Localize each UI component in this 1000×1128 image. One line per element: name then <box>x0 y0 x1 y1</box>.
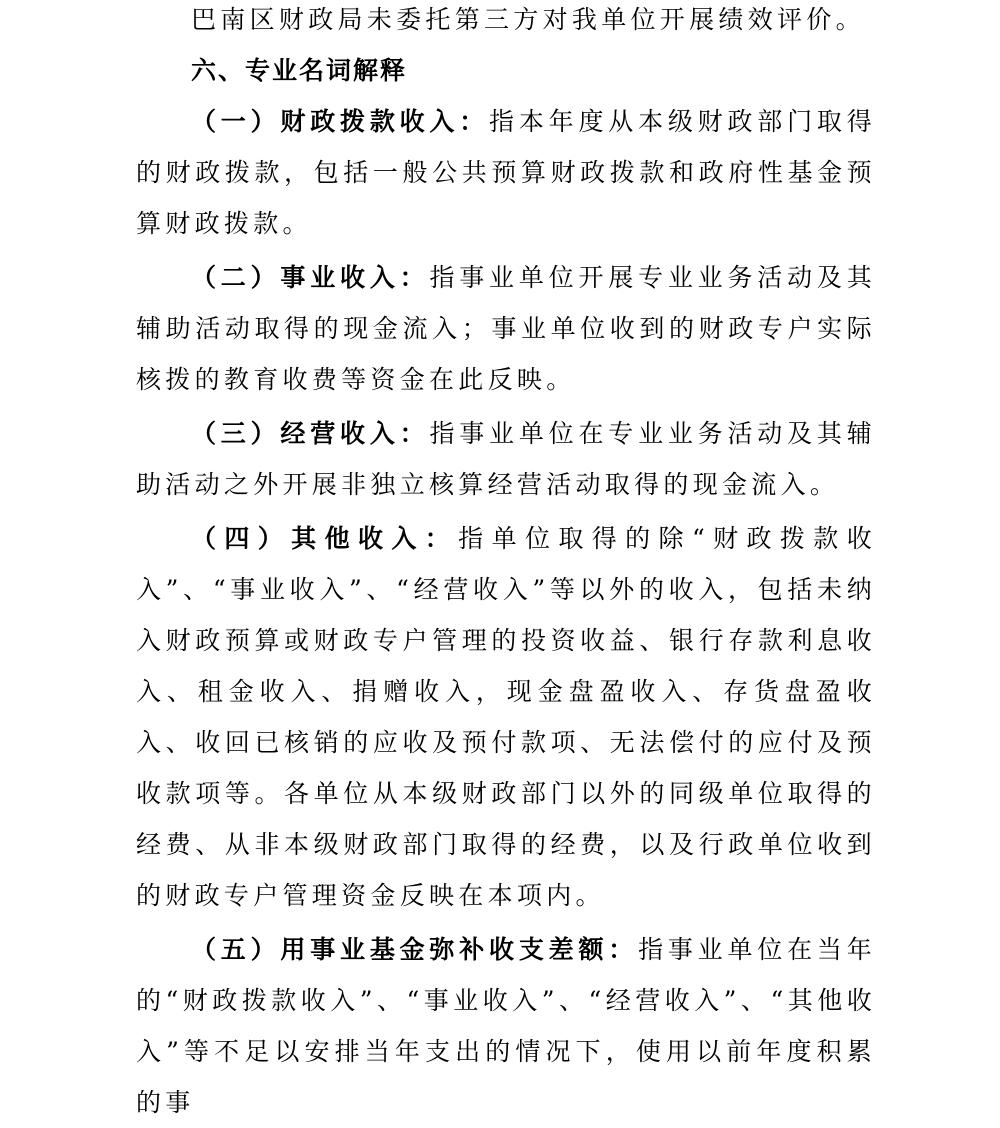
paragraph-other-income <box>136 513 876 921</box>
term-operating-income: （三）经营收入： <box>191 419 430 448</box>
section-heading: 六、专业名词解释 <box>191 56 408 85</box>
term-fund-offset: （五）用事业基金弥补收支差额： <box>191 935 639 964</box>
paragraph-business-income <box>136 252 876 405</box>
definition-fund-offset: 指事业单位在当年的“财政拨款收入”、“事业收入”、“经营收入”、“其他收入”等不足以安排当年支出的情况下，使用以前年度积累的事 <box>136 935 876 1117</box>
term-other-income: （四）其他收入： <box>191 524 459 553</box>
definition-other-income: 指单位取得的除“财政拨款收入”、“事业收入”、“经营收入”等以外的收入，包括未纳入财政预算或财政专户管理的投资收益、银行存款利息收入、租金收入、捐赠收入，现金盘盈收入、存货盘盈收入、收回已核销的应收及预付款项、无法偿付的应付及预收款项等。各单位从本级财政部门以外的同级单位取得的经费、从非本级财政部门取得的经费，以及行政单位收到的财政专户管理资金反映在本项内。 <box>136 524 876 910</box>
document-page <box>136 0 876 1128</box>
paragraph-fund-offset <box>136 924 876 1128</box>
term-business-income: （二）事业收入： <box>191 263 430 292</box>
term-fiscal-appropriation: （一）财政拨款收入： <box>191 107 490 136</box>
definition-fiscal-appropriation: 指本年度从本级财政部门取得的财政拨款，包括一般公共预算财政拨款和政府性基金预算财政拨款。 <box>136 107 876 238</box>
definition-operating-income: 指事业单位在专业业务活动及其辅助活动之外开展非独立核算经营活动取得的现金流入。 <box>136 419 876 499</box>
definition-business-income: 指事业单位开展专业业务活动及其辅助活动取得的现金流入；事业单位收到的财政专户实际核拨的教育收费等资金在此反映。 <box>136 263 876 394</box>
paragraph-evaluation-note: 巴南区财政局未委托第三方对我单位开展绩效评价。 <box>191 5 865 34</box>
paragraph-fiscal-appropriation <box>136 96 876 249</box>
paragraph-operating-income <box>136 408 876 510</box>
